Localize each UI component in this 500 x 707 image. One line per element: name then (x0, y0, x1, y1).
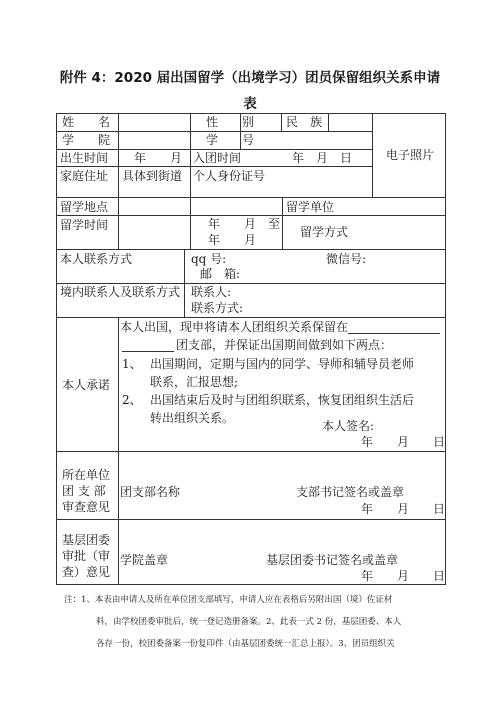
address-hint: 具体到街道 (122, 169, 183, 183)
join-time-label: 入团时间 (193, 151, 242, 165)
email-label: 邮 箱: (200, 267, 241, 281)
student-id-label: 学 号 (206, 133, 255, 147)
contact-person-label: 联系人: (191, 285, 232, 299)
study-unit-label: 留学单位 (286, 200, 335, 214)
pledge-blank-2 (122, 351, 174, 352)
pledge-line-1: 本人出国，现申将请本人团组织关系保留在 (120, 320, 349, 334)
photo-label: 电子照片 (386, 148, 435, 162)
study-time-from: 年 月 至 (208, 217, 281, 231)
notes-line-1: 注：1、本表由申请人及所在单位团支部填写，申请人应在表格后另附出国（境）佐证材 (64, 595, 393, 605)
join-date-format: 年 月 日 (292, 151, 353, 165)
notes-line-2: 料，由学校团委审批后，统一登记造册备案。2、此表一式 2 份，基层团委、本人 (96, 617, 402, 627)
committee-review-date: 年 月 日 (361, 569, 446, 583)
study-time-label: 留学时间 (60, 218, 109, 232)
pledge-item2-number: 2、 (122, 393, 142, 407)
name-label: 姓 名 (62, 115, 111, 129)
college-label: 学 院 (62, 133, 111, 147)
gender-label: 性 别 (206, 115, 255, 129)
committee-review-label-3: 查）意见 (62, 565, 111, 579)
address-label: 家庭住址 (60, 169, 109, 183)
unit-review-label-1: 所在单位 (62, 468, 111, 482)
unit-review-label-2: 团 支 部 (62, 484, 106, 498)
committee-secretary-signature-label: 基层团委书记签名或盖章 (266, 553, 399, 567)
pledge-date: 年 月 日 (361, 435, 446, 449)
application-table (56, 113, 446, 585)
wechat-label: 微信号: (326, 252, 367, 266)
study-time-to: 年 月 (208, 233, 257, 247)
id-number-label: 个人身份证号 (193, 169, 266, 183)
qq-label: qq 号: (191, 252, 227, 266)
unit-review-date: 年 月 日 (361, 502, 446, 516)
pledge-blank-1 (348, 333, 440, 334)
pledge-item1-number: 1、 (122, 357, 142, 371)
birth-time-label: 出生时间 (60, 151, 109, 165)
study-mode-label: 留学方式 (300, 225, 349, 239)
branch-secretary-signature-label: 支部书记签名或盖章 (296, 485, 405, 499)
pledge-item2-text: 出国结束后及时与团组织联系，恢复团组织生活后 (150, 393, 415, 407)
form-title: 附件 4：2020 届出国留学（出境学习）团员保留组织关系申请 (59, 70, 441, 86)
birth-date-format: 年 月 (134, 151, 183, 165)
pledge-label: 本人承诺 (62, 378, 111, 392)
domestic-contact-label: 境内联系人及联系方式 (60, 285, 181, 299)
college-seal-label: 学院盖章 (120, 553, 169, 567)
study-place-label: 留学地点 (60, 200, 109, 214)
contact-method-label: 联系方式: (191, 301, 244, 315)
pledge-line-2: 团支部，并保证出国期间做到如下两点： (176, 338, 393, 352)
contact-label: 本人联系方式 (60, 252, 133, 266)
form-title-continuation: 表 (243, 96, 257, 112)
committee-review-label-2: 审批（审 (62, 549, 111, 563)
unit-review-label-3: 审查意见 (62, 500, 111, 514)
pledge-signature-label: 本人签名: (322, 419, 375, 433)
notes-line-3: 各存一份，校团委备案一份复印件（由基层团委统一汇总上报）。3、团员组织关 (96, 639, 395, 649)
branch-name-label: 团支部名称 (120, 485, 181, 499)
pledge-item1-text: 出国期间，定期与国内的同学、导师和辅导员老师 (150, 357, 415, 371)
ethnicity-label: 民 族 (286, 115, 323, 129)
pledge-item1-text-cont: 联系，汇报思想; (150, 375, 239, 389)
pledge-item2-text-cont: 转出组织关系。 (150, 411, 235, 425)
committee-review-label-1: 基层团委 (62, 533, 111, 547)
